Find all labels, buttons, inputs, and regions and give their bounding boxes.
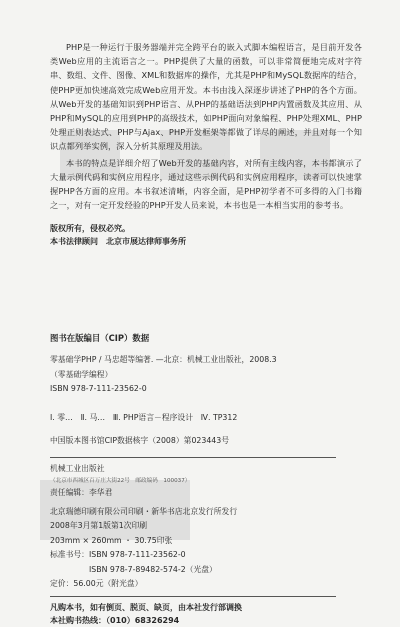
return-policy (50, 601, 362, 627)
legal-advisor: 本书法律顾问 北京市展达律师事务所 (50, 237, 186, 247)
cip-number: 中国版本图书馆CIP数据核字（2008）第023443号 (50, 436, 230, 446)
format-info: 203mm × 260mm ・ 30.75印张 (50, 535, 173, 545)
standard-isbn-cd: ISBN 978-7-89482-574-2（光盘） (89, 564, 217, 574)
book-introduction (50, 40, 362, 212)
divider (50, 457, 336, 458)
edition-info: 2008年3月第1版第1次印刷 (50, 521, 148, 531)
publisher-address: （北京市西城区百万庄大街22号 邮政编码 100037） (50, 478, 191, 485)
copyright-page (50, 40, 362, 627)
cip-series: （零基础学编程） (50, 369, 113, 379)
publisher-name: 机械工业出版社 (50, 463, 105, 473)
rights-reserved: 版权所有，侵权必究。 (50, 224, 130, 234)
sales-hotline: 本社购书热线：（010）68326294 (50, 615, 180, 625)
rights-notice (50, 222, 362, 248)
standard-isbn-1 (50, 548, 362, 563)
printer-info: 北京瑞德印刷有限公司印刷・新华书店北京发行所发行 (50, 506, 238, 516)
responsible-editor: 责任编辑：李华君 (50, 488, 113, 498)
intro-paragraph-2: 本书的特点是详细介绍了Web开发的基础内容，对所有主线内容，本书都演示了大量示例代码和实例应用程序，通过这些示例代码和实例应用程序，读者可以快速掌握PHP各方面的应用。本书叙述清晰，内容全面，是PHP初学者不可多得的入门书籍之一，对有一定开发经验的PHP开发人员来说，本书也是一本相当实用的参考书。 (50, 157, 362, 211)
cip-isbn: ISBN 978-7-111-23562-0 (50, 384, 147, 394)
cip-title: 图书在版编目（CIP）数据 (50, 333, 150, 344)
return-policy-line: 凡购本书，如有倒页、脱页、缺页，由本社发行部调换 (50, 602, 242, 612)
price: 定价：56.00元（附光盘） (50, 579, 143, 589)
standard-isbn-label: 标准书号： (50, 550, 89, 560)
standard-isbn-book: ISBN 978-7-111-23562-0 (88, 550, 186, 560)
cip-subjects: Ⅰ. 零… Ⅱ. 马… Ⅲ. PHP语言－程序设计 Ⅳ. TP312 (50, 412, 238, 422)
cip-bibliography: 零基础学PHP / 马忠超等编著. —北京：机械工业出版社，2008.3 (50, 355, 277, 365)
divider-bottom (50, 596, 336, 597)
intro-paragraph-1: PHP是一种运行于服务器端并完全跨平台的嵌入式脚本编程语言，是目前开发各类Web应用的主流语言之一。PHP提供了大量的函数，可以非常简便地完成对字符串、数组、文件、图像、XML和数据库的操作，尤其是PHP和MySQL数据库的结合，使PHP更加快速高效完成Web应用开发。本书由浅入深逐步讲述了PHP的各个方面。从Web开发的基础知识到PHP语言、从PHP的基础语法到PHP内置函数及其应用、从PHP和MySQL的应用到PHP的高级技术，如PHP面向对象编程、PHP处理XML、PHP处理正则表达式、PHP与Ajax、PHP开发框架等都做了详尽的阐述，并且对每一个知识点都列举实例，深入分析其原理及用法。 (50, 42, 362, 152)
